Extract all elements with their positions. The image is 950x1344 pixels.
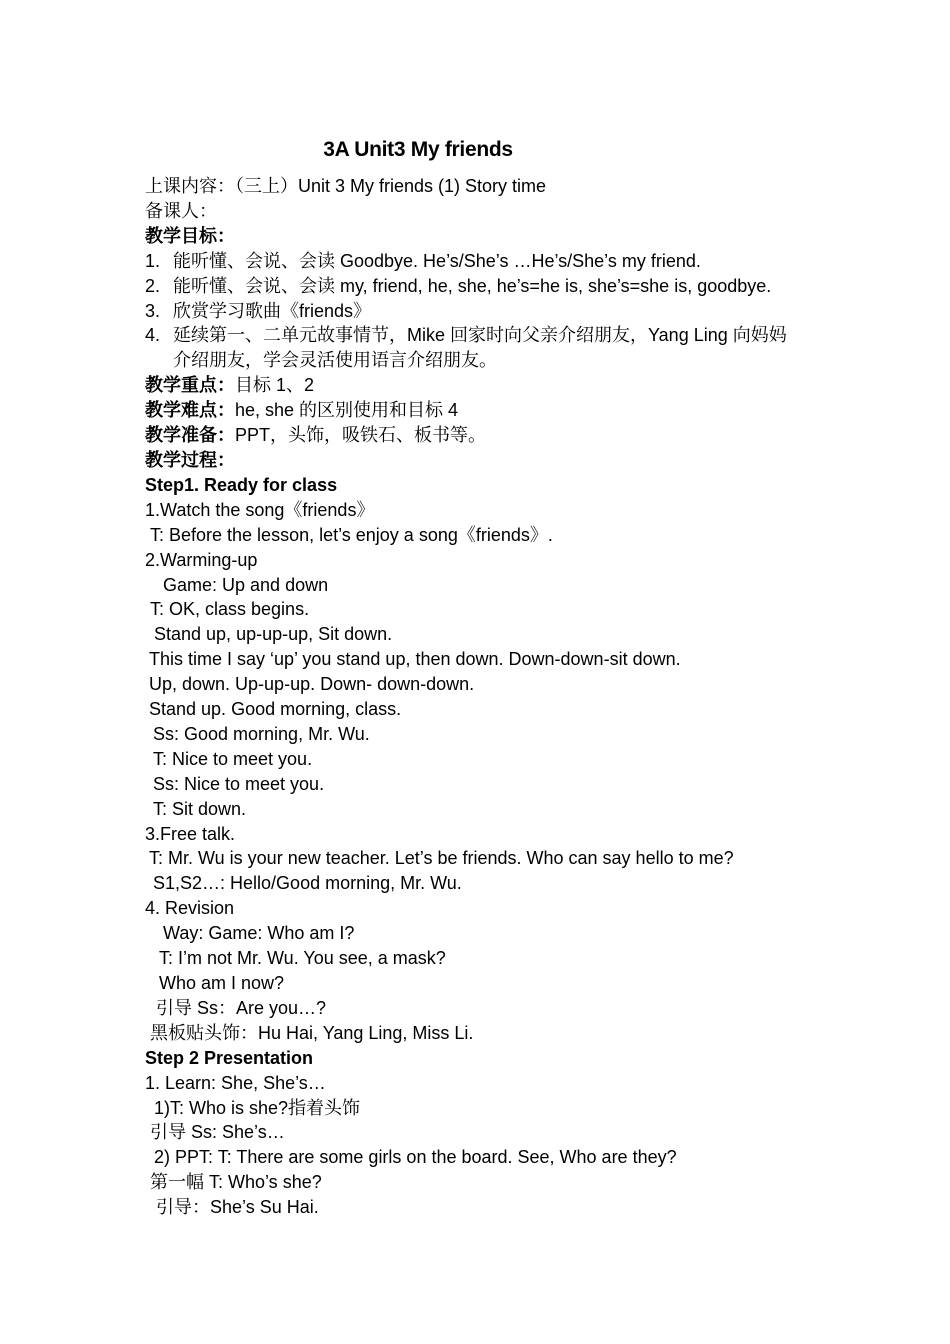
key-points-label: 教学重点： (145, 375, 235, 396)
preparer-line: 备课人： (145, 200, 217, 221)
step1-line: T: I’m not Mr. Wu. You see, a mask? (159, 948, 446, 969)
objective-text: 欣赏学习歌曲《friends》 (173, 300, 372, 321)
document-body (145, 174, 825, 1220)
step2-line: 1. Learn: She, She’s… (145, 1072, 326, 1093)
objective-number: 3. (145, 300, 161, 321)
preparation-line (145, 423, 825, 448)
step1-line: T: Sit down. (153, 798, 247, 819)
step1-line: Way: Game: Who am I? (163, 923, 355, 944)
objective-item (145, 323, 825, 348)
step1-line: 4. Revision (145, 898, 235, 919)
step2-line: 2) PPT: T: There are some girls on the board. See, Who are they? (154, 1147, 677, 1168)
step1-line: Ss: Nice to meet you. (153, 773, 325, 794)
document-title: 3A Unit3 My friends (323, 138, 513, 161)
objective-text: 能听懂、会说、会读 my, friend, he, she, he’s=he is, she’s=she is, goodbye. (173, 275, 772, 296)
step1-line: T: Mr. Wu is your new teacher. Let’s be friends. Who can say hello to me? (149, 848, 734, 869)
objective-item (145, 299, 825, 324)
objectives-heading: 教学目标： (145, 225, 235, 246)
process-heading: 教学过程： (145, 449, 235, 470)
step1-line: Stand up. Good morning, class. (149, 699, 402, 720)
key-points-line (145, 373, 825, 398)
difficulties-text: he, she 的区别使用和目标 4 (235, 400, 459, 421)
step1-line: 引导 Ss：Are you…? (156, 997, 327, 1018)
step1-line: 黑板贴头饰：Hu Hai, Yang Ling, Miss Li. (150, 1022, 474, 1043)
difficulties-label: 教学难点： (145, 400, 235, 421)
step1-line: 1.Watch the song《friends》 (145, 499, 375, 520)
step1-line: Stand up, up-up-up, Sit down. (154, 624, 393, 645)
step1-line: T: Before the lesson, let’s enjoy a song《friends》. (150, 524, 553, 545)
step1-line: Game: Up and down (163, 574, 329, 595)
objective-item (145, 249, 825, 274)
lesson-content-line: 上课内容：（三上）Unit 3 My friends (1) Story time (145, 176, 547, 196)
step2-line: 引导 Ss: She’s… (150, 1122, 285, 1143)
difficulties-line (145, 398, 825, 423)
objective-number: 2. (145, 275, 161, 296)
step1-heading: Step1. Ready for class (145, 474, 338, 495)
preparation-text: PPT，头饰，吸铁石、板书等。 (235, 425, 487, 446)
objective-text: 延续第一、二单元故事情节，Mike 回家时向父亲介绍朋友，Yang Ling 向妈妈 (173, 325, 787, 346)
step1-line: This time I say ‘up’ you stand up, then down. Down-down-sit down. (149, 649, 681, 670)
step2-line: 1)T: Who is she?指着头饰 (154, 1097, 361, 1118)
objective-item (145, 274, 825, 299)
step1-line: 2.Warming-up (145, 549, 258, 570)
step1-line: Who am I now? (159, 973, 285, 993)
step2-line: 第一幅 T: Who’s she? (150, 1172, 322, 1193)
objective-continuation: 介绍朋友，学会灵活使用语言介绍朋友。 (173, 350, 497, 371)
objective-text: 能听懂、会说、会读 Goodbye. He’s/She’s …He’s/She’s my friend. (173, 250, 701, 271)
step1-line: Ss: Good morning, Mr. Wu. (153, 723, 370, 744)
step1-line: T: OK, class begins. (150, 599, 310, 620)
objective-number: 1. (145, 250, 161, 271)
step1-line: Up, down. Up-up-up. Down- down-down. (149, 674, 475, 695)
preparation-label: 教学准备： (145, 425, 235, 446)
step1-line: S1,S2…: Hello/Good morning, Mr. Wu. (153, 873, 462, 894)
objective-number: 4. (145, 325, 161, 346)
step1-line: T: Nice to meet you. (153, 748, 313, 769)
step2-line: 引导：She’s Su Hai. (156, 1197, 319, 1218)
step1-line: 3.Free talk. (145, 823, 236, 844)
key-points-text: 目标 1、2 (235, 375, 315, 396)
step2-heading: Step 2 Presentation (145, 1047, 314, 1068)
